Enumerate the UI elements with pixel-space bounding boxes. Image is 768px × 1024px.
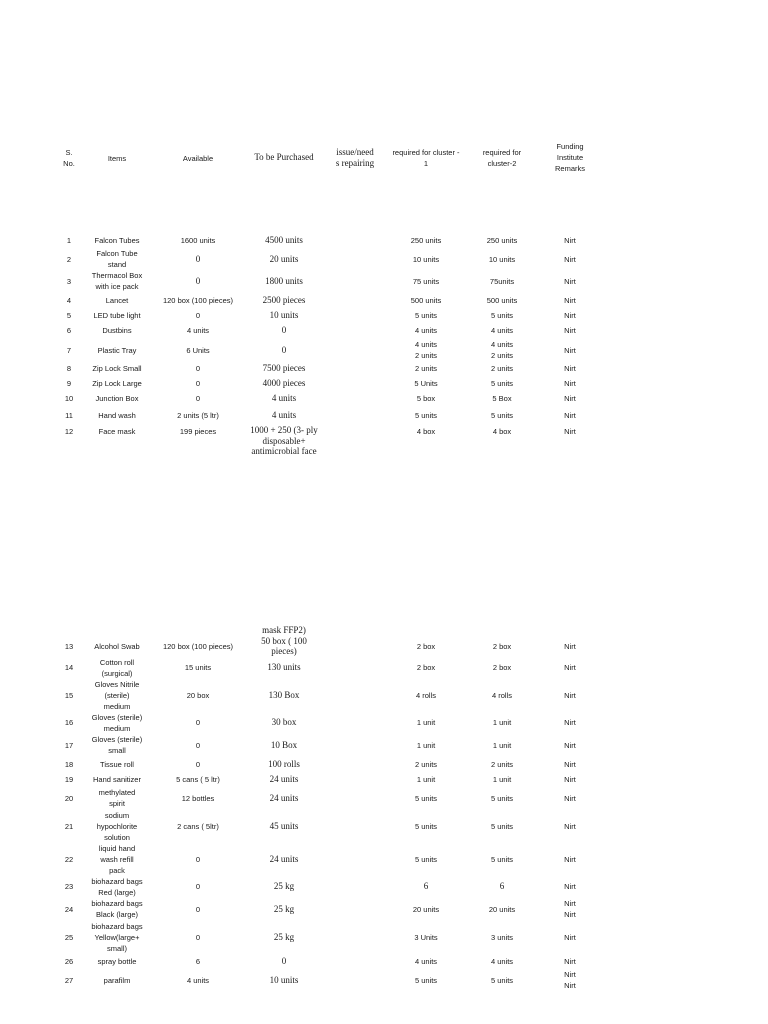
cell-available: 0 <box>195 905 201 914</box>
cell-cluster-2: 1 unit <box>492 718 512 727</box>
cell-purchase: 0 <box>281 956 287 966</box>
cell-purchase: 0 <box>281 325 287 335</box>
cell-cluster-1: 5 units <box>414 311 438 320</box>
cell-item: Thermacol Box with ice pack <box>91 271 143 291</box>
cell-purchase: 4 units <box>271 410 297 420</box>
cell-purchase: 24 units <box>269 793 299 803</box>
header-funding: Funding Institute Remarks <box>554 142 585 173</box>
cell-purchase: 10 units <box>269 310 299 320</box>
cell-available: 0 <box>195 760 201 769</box>
cell-funding: Nirt <box>564 855 576 864</box>
cell-cluster-2: 6 <box>499 881 505 891</box>
cell-cluster-2: 2 units <box>490 364 514 373</box>
cell-purchase: 25 kg <box>273 932 295 942</box>
cell-cluster-2: 5 units <box>490 311 514 320</box>
cell-available: 0 <box>195 254 201 264</box>
cell-item: Junction Box <box>95 394 139 403</box>
cell-cluster-1: 4 units 2 units <box>414 340 438 360</box>
cell-available: 0 <box>195 394 201 403</box>
cell-funding: Nirt <box>564 255 576 264</box>
cell-item: sodium hypochlorite solution <box>96 811 138 842</box>
cell-funding: Nirt <box>564 760 576 769</box>
cell-cluster-1: 1 unit <box>416 718 436 727</box>
cell-purchase: 25 kg <box>273 881 295 891</box>
cell-funding: Nirt <box>564 411 576 420</box>
cell-funding: Nirt <box>564 394 576 403</box>
cell-available: 4 units <box>186 976 210 985</box>
cell-item: Dustbins <box>102 326 132 335</box>
cell-cluster-2: 1 unit <box>492 741 512 750</box>
cell-funding: Nirt <box>564 346 576 355</box>
cell-sno: 16 <box>64 718 74 727</box>
cell-sno: 1 <box>66 236 72 245</box>
cell-sno: 25 <box>64 933 74 942</box>
cell-available: 0 <box>195 741 201 750</box>
cell-cluster-2: 4 units 2 units <box>490 340 514 360</box>
cell-item: Lancet <box>105 296 129 305</box>
cell-purchase: 2500 pieces <box>262 295 306 305</box>
cell-sno: 22 <box>64 855 74 864</box>
cell-cluster-1: 75 units <box>412 277 440 286</box>
cell-funding: Nirt <box>564 296 576 305</box>
cell-cluster-2: 2 units <box>490 760 514 769</box>
cell-sno: 27 <box>64 976 74 985</box>
cell-cluster-1: 3 Units <box>414 933 438 942</box>
cell-sno: 18 <box>64 760 74 769</box>
cell-cluster-1: 6 <box>423 881 429 891</box>
cell-item: Hand wash <box>98 411 136 420</box>
cell-cluster-1: 4 box <box>416 427 436 436</box>
cell-cluster-2: 5 units <box>490 976 514 985</box>
cell-available: 15 units <box>184 663 212 672</box>
cell-purchase: 24 units <box>269 774 299 784</box>
header-sno: S. No. <box>63 148 75 168</box>
cell-cluster-1: 5 box <box>416 394 436 403</box>
cell-purchase: 130 Box <box>268 690 300 700</box>
cell-purchase: 4500 units <box>265 235 303 245</box>
cell-sno: 2 <box>66 255 72 264</box>
cell-available: 12 bottles <box>181 794 215 803</box>
cell-cluster-1: 5 units <box>414 794 438 803</box>
cell-sno: 14 <box>64 663 74 672</box>
cell-funding: Nirt <box>564 794 576 803</box>
cell-purchase: 45 units <box>269 821 299 831</box>
cell-purchase: 0 <box>281 345 287 355</box>
cell-item: biohazard bags Yellow(large+ small) <box>91 922 143 953</box>
cell-item: methylated spirit <box>98 788 136 808</box>
cell-purchase: 100 rolls <box>268 759 300 769</box>
cell-cluster-1: 5 units <box>414 976 438 985</box>
cell-sno: 26 <box>64 957 74 966</box>
cell-cluster-1: 250 units <box>410 236 442 245</box>
cell-cluster-2: 5 Box <box>492 394 512 403</box>
cell-item: Gloves (sterile) small <box>91 735 143 755</box>
cell-funding: Nirt <box>564 741 576 750</box>
cell-sno: 15 <box>64 691 74 700</box>
cell-item: Falcon Tubes <box>94 236 140 245</box>
cell-available: 2 cans ( 5ltr) <box>177 822 219 831</box>
cell-cluster-2: 5 units <box>490 411 514 420</box>
cell-purchase: 4 units <box>271 393 297 403</box>
cell-sno: 12 <box>64 427 74 436</box>
cell-available: 0 <box>195 882 201 891</box>
cell-item: Plastic Tray <box>97 346 137 355</box>
cell-cluster-1: 2 box <box>416 663 436 672</box>
header-available: Available <box>182 154 214 163</box>
cell-purchase: 7500 pieces <box>262 363 306 373</box>
header-to-be-purchased: To be Purchased <box>254 152 314 162</box>
cell-sno: 8 <box>66 364 72 373</box>
cell-cluster-2: 1 unit <box>492 775 512 784</box>
cell-sno: 13 <box>64 642 74 651</box>
cell-item: liquid hand wash refill pack <box>98 844 136 875</box>
cell-item: Cotton roll (surgical) <box>99 658 135 678</box>
cell-cluster-2: 250 units <box>486 236 518 245</box>
cell-sno: 23 <box>64 882 74 891</box>
cell-funding: Nirt <box>564 311 576 320</box>
cell-cluster-1: 2 units <box>414 760 438 769</box>
cell-item: LED tube light <box>93 311 141 320</box>
cell-sno: 21 <box>64 822 74 831</box>
cell-cluster-1: 2 units <box>414 364 438 373</box>
cell-funding: Nirt <box>564 236 576 245</box>
cell-cluster-1: 5 units <box>414 822 438 831</box>
cell-item: Hand sanitizer <box>93 775 141 784</box>
cell-item: Zip Lock Large <box>92 379 142 388</box>
cell-sno: 7 <box>66 346 72 355</box>
cell-item: Alcohol Swab <box>94 642 140 651</box>
header-issue: issue/need s repairing <box>335 147 375 168</box>
cell-item: biohazard bags Black (large) <box>91 899 143 919</box>
cell-sno: 20 <box>64 794 74 803</box>
cell-item: spray bottle <box>97 957 137 966</box>
cell-cluster-1: 10 units <box>412 255 440 264</box>
cell-purchase: 30 box <box>271 717 297 727</box>
cell-cluster-1: 4 units <box>414 326 438 335</box>
cell-funding: Nirt <box>564 775 576 784</box>
cell-funding: Nirt <box>564 277 576 286</box>
cell-item: Zip Lock Small <box>92 364 142 373</box>
cell-cluster-1: 2 box <box>416 642 436 651</box>
cell-funding: Nirt <box>564 427 576 436</box>
cell-available: 0 <box>195 364 201 373</box>
cell-item: Tissue roll <box>100 760 134 769</box>
cell-funding: Nirt <box>564 718 576 727</box>
cell-funding: Nirt <box>564 326 576 335</box>
cell-funding: Nirt <box>564 882 576 891</box>
cell-purchase: 10 Box <box>270 740 298 750</box>
cell-cluster-2: 500 units <box>486 296 518 305</box>
cell-available: 0 <box>195 933 201 942</box>
cell-purchase: 1000 + 250 (3- ply disposable+ antimicrobial face <box>250 425 318 456</box>
cell-funding: Nirt <box>564 642 576 651</box>
cell-cluster-2: 2 box <box>492 663 512 672</box>
cell-item: parafilm <box>103 976 131 985</box>
cell-purchase: mask FFP2) 50 box ( 100 pieces) <box>261 625 307 656</box>
cell-cluster-2: 5 units <box>490 379 514 388</box>
cell-funding: Nirt <box>564 663 576 672</box>
cell-purchase: 1800 units <box>265 276 303 286</box>
cell-cluster-2: 10 units <box>488 255 516 264</box>
cell-available: 5 cans ( 5 ltr) <box>176 775 220 784</box>
cell-sno: 9 <box>66 379 72 388</box>
cell-purchase: 4000 pieces <box>262 378 306 388</box>
cell-available: 0 <box>195 718 201 727</box>
cell-sno: 10 <box>64 394 74 403</box>
cell-available: 2 units (5 ltr) <box>177 411 219 420</box>
cell-cluster-2: 4 units <box>490 326 514 335</box>
cell-cluster-1: 4 units <box>414 957 438 966</box>
cell-cluster-2: 4 units <box>490 957 514 966</box>
cell-item: Falcon Tube stand <box>96 249 138 269</box>
cell-sno: 11 <box>65 411 73 420</box>
cell-available: 120 box (100 pieces) <box>162 296 234 305</box>
cell-cluster-2: 5 units <box>490 794 514 803</box>
cell-funding: Nirt <box>564 957 576 966</box>
cell-funding: Nirt <box>564 822 576 831</box>
cell-sno: 19 <box>64 775 74 784</box>
cell-cluster-1: 1 unit <box>416 741 436 750</box>
cell-cluster-1: 1 unit <box>416 775 436 784</box>
cell-available: 20 box <box>186 691 210 700</box>
cell-cluster-1: 5 units <box>414 855 438 864</box>
cell-sno: 3 <box>66 277 72 286</box>
cell-purchase: 20 units <box>269 254 299 264</box>
cell-funding: Nirt <box>564 364 576 373</box>
cell-available: 0 <box>195 276 201 286</box>
cell-funding: Nirt <box>564 691 576 700</box>
cell-item: biohazard bags Red (large) <box>91 877 143 897</box>
cell-sno: 5 <box>66 311 72 320</box>
cell-purchase: 24 units <box>269 854 299 864</box>
cell-available: 6 Units <box>186 346 210 355</box>
cell-purchase: 130 units <box>267 662 301 672</box>
cell-cluster-2: 3 units <box>490 933 514 942</box>
cell-item: Face mask <box>98 427 136 436</box>
cell-available: 0 <box>195 311 201 320</box>
cell-cluster-1: 5 Units <box>414 379 438 388</box>
cell-cluster-2: 5 units <box>490 822 514 831</box>
header-cluster-2: required for cluster-2 <box>482 148 522 168</box>
header-cluster-1: required for cluster - 1 <box>392 148 460 168</box>
cell-available: 120 box (100 pieces) <box>162 642 234 651</box>
cell-cluster-2: 4 rolls <box>491 691 512 700</box>
cell-purchase: 25 kg <box>273 904 295 914</box>
cell-sno: 4 <box>66 296 72 305</box>
cell-cluster-2: 2 box <box>492 642 512 651</box>
cell-available: 6 <box>195 957 201 966</box>
cell-available: 0 <box>195 379 201 388</box>
cell-purchase: 10 units <box>269 975 299 985</box>
cell-item: Gloves Nitrile (sterile) medium <box>94 680 140 711</box>
cell-funding: Nirt <box>564 379 576 388</box>
cell-funding: Nirt Nirt <box>564 899 576 919</box>
header-items: Items <box>107 154 127 163</box>
cell-funding: Nirt Nirt <box>564 970 576 990</box>
cell-cluster-1: 5 units <box>414 411 438 420</box>
cell-available: 0 <box>195 855 201 864</box>
cell-cluster-1: 4 rolls <box>415 691 436 700</box>
cell-available: 199 pieces <box>179 427 217 436</box>
cell-funding: Nirt <box>564 933 576 942</box>
cell-cluster-1: 20 units <box>412 905 440 914</box>
cell-cluster-1: 500 units <box>410 296 442 305</box>
cell-cluster-2: 4 box <box>492 427 512 436</box>
cell-sno: 24 <box>64 905 74 914</box>
cell-available: 4 units <box>186 326 210 335</box>
cell-cluster-2: 75units <box>489 277 515 286</box>
cell-sno: 17 <box>64 741 74 750</box>
cell-item: Gloves (sterile) medium <box>91 713 143 733</box>
cell-sno: 6 <box>66 326 72 335</box>
cell-available: 1600 units <box>180 236 216 245</box>
cell-cluster-2: 20 units <box>488 905 516 914</box>
cell-cluster-2: 5 units <box>490 855 514 864</box>
